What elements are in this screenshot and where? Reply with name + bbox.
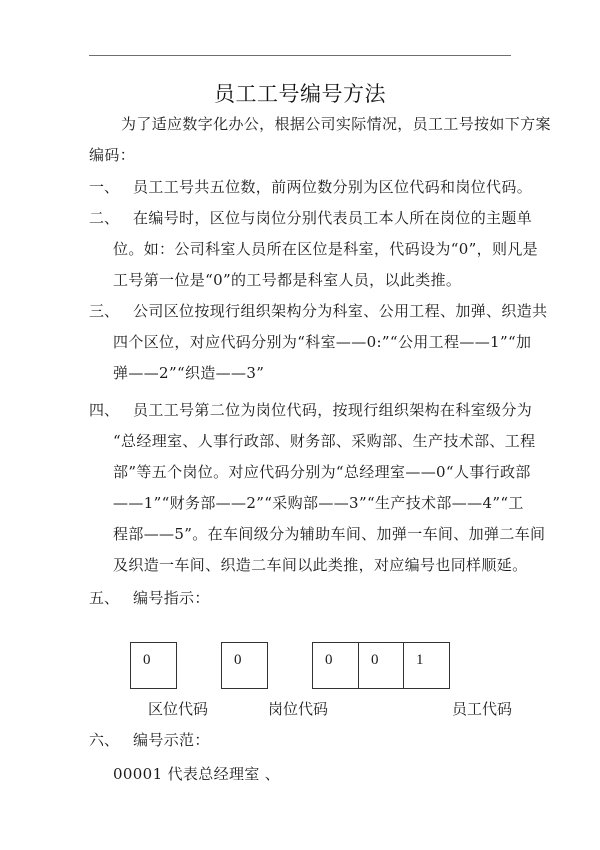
intro-line-1: 为了适应数字化办公，根据公司实际情况，员工工号按如下方案 xyxy=(121,115,551,133)
section-line: 员工工号共五位数，前两位数分别为区位代码和岗位代码。 xyxy=(133,178,533,196)
section-line: 工号第一位是“0”的工号都是科室人员，以此类推。 xyxy=(113,271,462,289)
section-line: 及织造一车间、织造二车间以此类推，对应编号也同样顺延。 xyxy=(113,556,528,574)
section-numeral: 六、 xyxy=(89,731,120,749)
zone-code-box xyxy=(130,642,177,689)
employee-code-digit: 1 xyxy=(416,652,424,668)
section-numeral: 四、 xyxy=(89,401,120,419)
section-line: 编号示范： xyxy=(133,731,210,749)
section-numeral: 二、 xyxy=(89,209,120,227)
section-line: 位。如：公司科室人员所在区位是科室，代码设为“0”，则凡是 xyxy=(113,240,539,258)
zone-code-label: 区位代码 xyxy=(148,700,209,718)
zone-code-digit: 0 xyxy=(143,652,151,668)
section-line: 公司区位按现行组织架构分为科室、公用工程、加弹、织造共 xyxy=(133,302,548,320)
section-numeral: 五、 xyxy=(89,589,120,607)
employee-code-label: 员工代码 xyxy=(452,700,513,718)
employee-code-cell xyxy=(358,643,404,688)
section-line: 员工工号第二位为岗位代码，按现行组织架构在科室级分为 xyxy=(133,401,533,419)
header-rule xyxy=(89,55,511,56)
section-numeral: 三、 xyxy=(89,302,120,320)
section-numeral: 一、 xyxy=(89,178,120,196)
post-code-digit: 0 xyxy=(234,652,242,668)
section-line: “总经理室、人事行政部、财务部、采购部、生产技术部、工程 xyxy=(113,432,536,450)
section-line: 编号指示： xyxy=(133,589,210,607)
example-line: 00001 代表总经理室 、 xyxy=(113,765,281,783)
employee-code-digit: 0 xyxy=(325,652,333,668)
employee-code-box xyxy=(312,642,450,689)
section-line: 在编号时，区位与岗位分别代表员工本人所在岗位的主题单 xyxy=(133,209,533,227)
post-code-label: 岗位代码 xyxy=(268,700,329,718)
section-line: 程部——5”。在车间级分为辅助车间、加弹一车间、加弹二车间 xyxy=(113,525,546,543)
intro-line-2: 编码： xyxy=(89,146,136,164)
section-line: 弹——2”“织造——3” xyxy=(113,364,265,382)
document-title: 员工工号编号方法 xyxy=(214,82,386,106)
section-line: 四个区位，对应代码分别为“科室——0:”“公用工程——1”“加 xyxy=(113,333,532,351)
employee-code-digit: 0 xyxy=(371,652,379,668)
section-line: 部”等五个岗位。对应代码分别为“总经理室——0“人事行政部 xyxy=(113,463,531,481)
section-line: ——1”“财务部——2”“采购部——3”“生产技术部——4”“工 xyxy=(113,494,524,512)
employee-code-cell xyxy=(403,643,450,688)
post-code-box xyxy=(221,642,268,689)
employee-code-cell xyxy=(313,643,359,688)
